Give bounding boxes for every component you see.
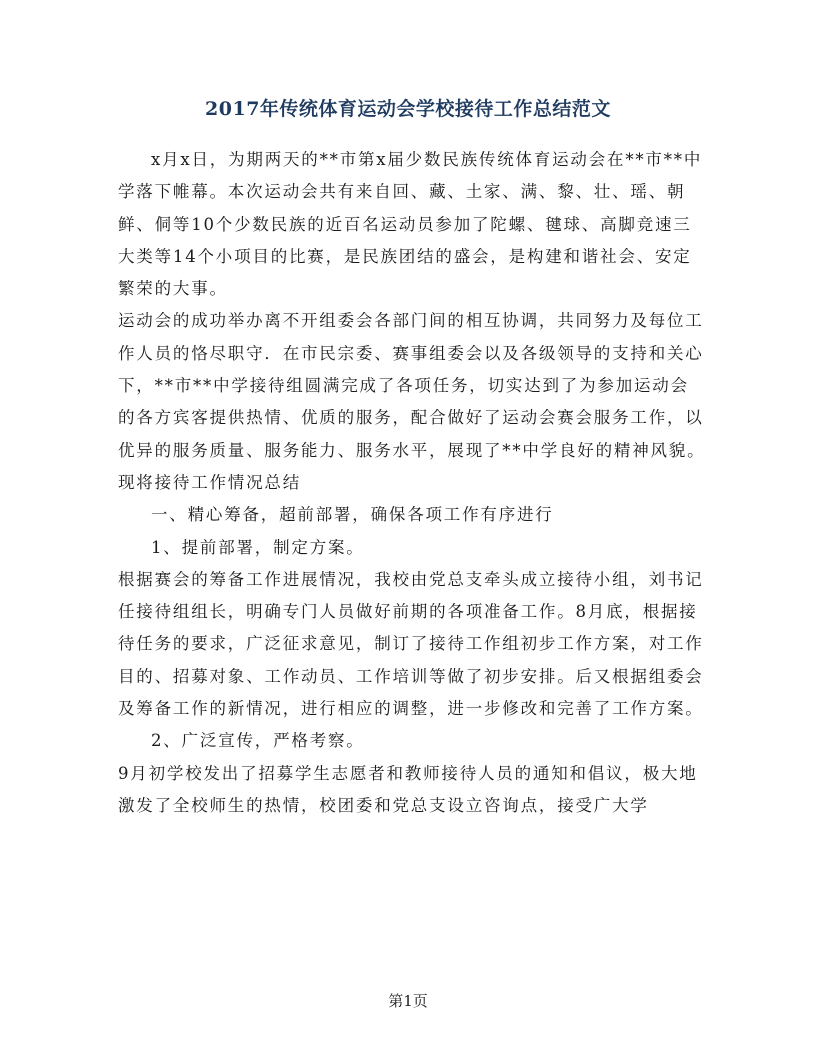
paragraph-planning: 根据赛会的筹备工作进展情况，我校由党总支牵头成立接待小组，刘书记任接待组组长，明确专门人员做好前期的各项准备工作。8月底，根据接待任务的要求，广泛征求意见，制订了接待工作组初步工作方案，对工作目的、招募对象、工作动员、工作培训等做了初步安排。后又根据组委会及筹备工作的新情况，进行相应的调整，进一步修改和完善了工作方案。 — [118, 569, 704, 719]
paragraph-summary: 运动会的成功举办离不开组委会各部门间的相互协调，共同努力及每位工作人员的恪尽职守．在市民宗委、赛事组委会以及各级领导的支持和关心下，**市**中学接待组圆满完成了各项任务，切实达到了为参加运动会的各方宾客提供热情、优质的服务，配合做好了运动会赛会服务工作，以优异的服务质量、服务能力、服务水平，展现了**中学良好的精神风貌。现将接待工作情况总结 — [118, 311, 706, 492]
subsection-heading-2: 2、广泛宣传，严格考察。 — [151, 731, 365, 751]
subsection-heading-1: 1、提前部署，制定方案。 — [151, 537, 365, 557]
document-body — [118, 144, 706, 822]
paragraph-intro: x月x日，为期两天的**市第x届少数民族传统体育运动会在**市**中学落下帷幕。本次运动会共有来自回、藏、土家、满、黎、壮、瑶、朝鲜、侗等10个少数民族的近百名运动员参加了陀螺、毽球、高脚竞速三大类等14个小项目的比赛，是民族团结的盛会，是构建和谐社会、安定繁荣的大事。 — [118, 150, 703, 299]
paragraph-recruitment: 9月初学校发出了招募学生志愿者和教师接待人员的通知和倡议，极大地激发了全校师生的热情，校团委和党总支设立咨询点，接受广大学 — [118, 763, 698, 815]
page-number: 第1页 — [388, 992, 428, 1010]
document-title: 2017年传统体育运动会学校接待工作总结范文 — [205, 98, 611, 120]
section-heading-1: 一、精心筹备，超前部署，确保各项工作有序进行 — [151, 505, 554, 525]
